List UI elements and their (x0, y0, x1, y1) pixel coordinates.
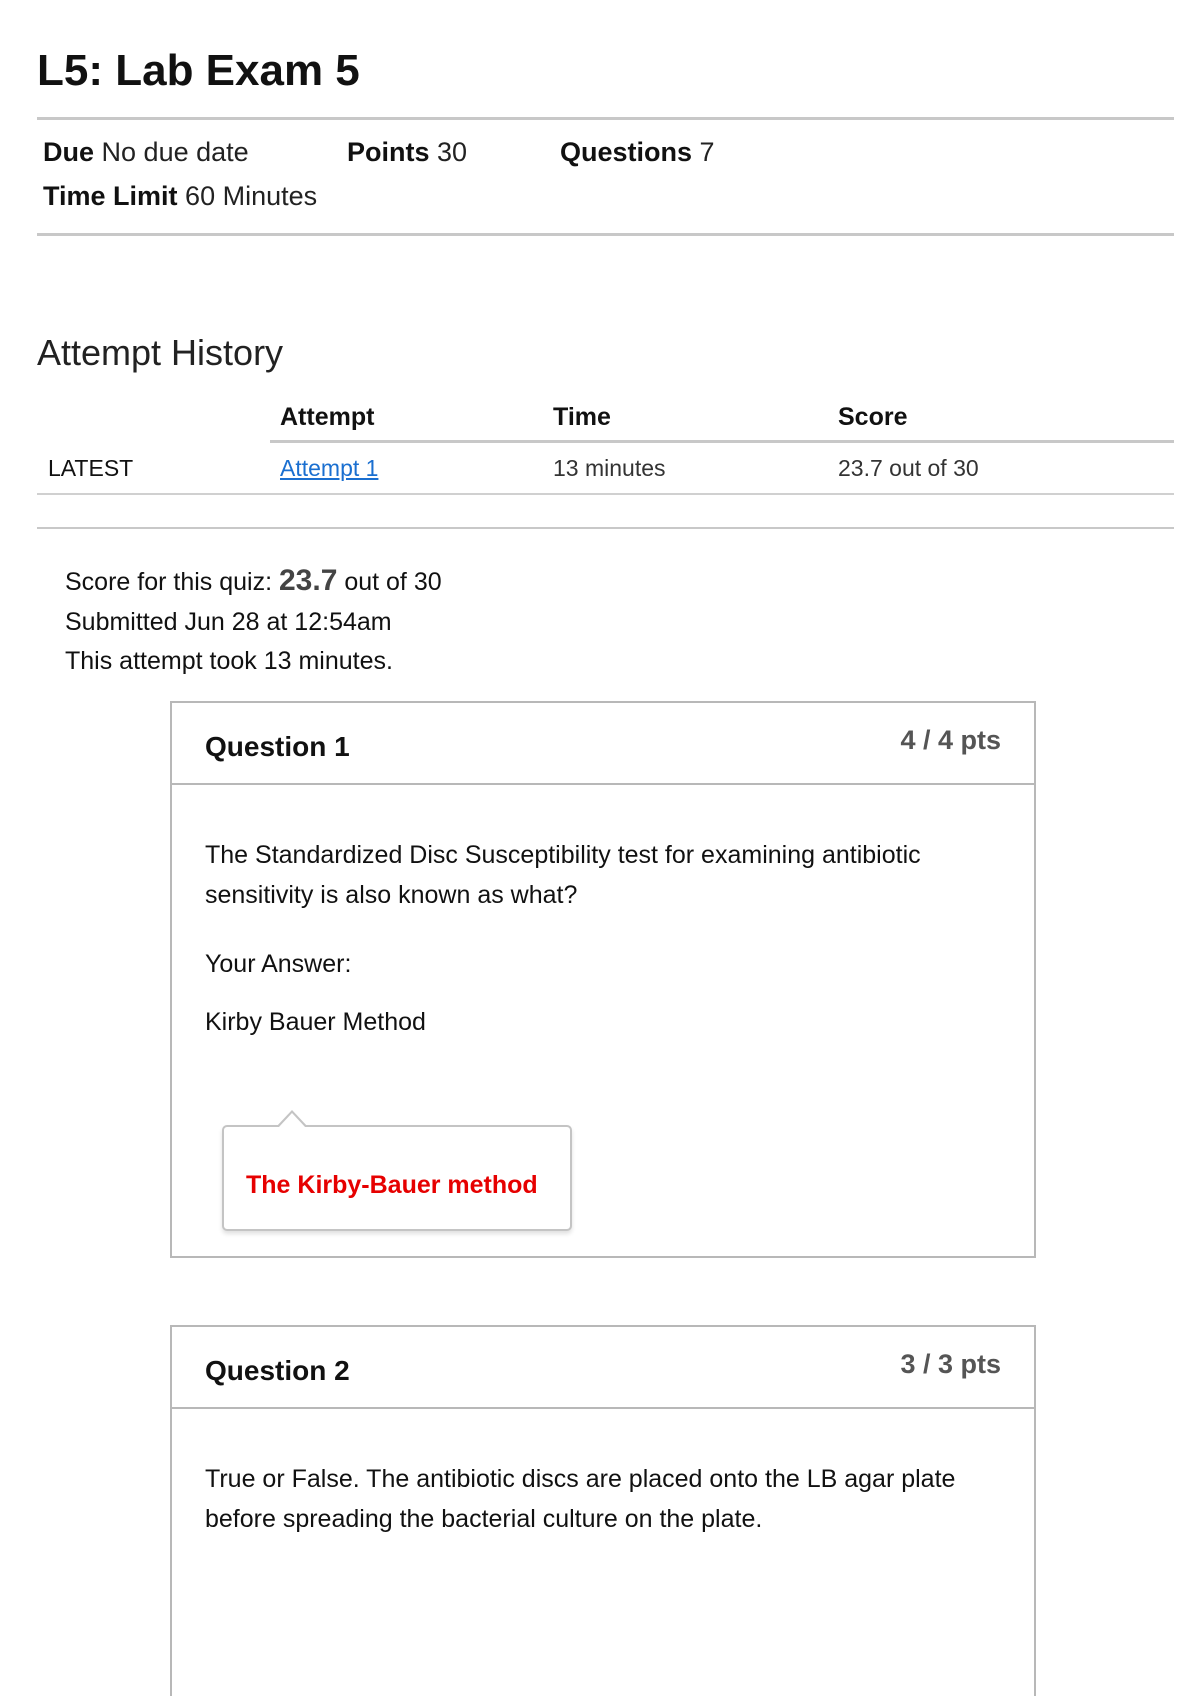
meta-divider (37, 233, 1174, 236)
time-limit-info (43, 181, 317, 212)
question-card-2 (170, 1325, 1036, 1696)
latest-badge: LATEST (48, 455, 134, 481)
points-value: 30 (437, 137, 468, 167)
score-value: 23.7 (278, 564, 338, 597)
answer-text: Kirby Bauer Method (205, 1008, 426, 1036)
score-prefix: Score for this quiz: (65, 568, 279, 596)
attempt-cell (280, 455, 378, 482)
question-title: Question 1 (205, 731, 350, 762)
attempt-duration: This attempt took 13 minutes. (65, 647, 393, 675)
attempt-1-link[interactable]: Attempt 1 (280, 455, 379, 481)
answer-comment-bubble (222, 1125, 572, 1231)
time-limit-value: 60 Minutes (185, 181, 318, 211)
score-suffix: out of 30 (337, 568, 442, 596)
column-header-score: Score (838, 403, 908, 431)
points-info (347, 137, 467, 168)
time-cell: 13 minutes (553, 455, 666, 481)
column-header-attempt: Attempt (280, 403, 375, 431)
history-row-divider (37, 493, 1174, 495)
attempt-history-title: Attempt History (37, 332, 284, 373)
question-header (172, 703, 1034, 785)
question-header (172, 1327, 1034, 1409)
column-header-time: Time (553, 403, 611, 431)
question-body (172, 1409, 1034, 1539)
question-points: 4 / 4 pts (900, 725, 1001, 755)
history-bottom-divider (37, 527, 1174, 529)
questions-info (560, 137, 715, 168)
question-text: The Standardized Disc Susceptibility test for examining antibiotic sensitivity is also known as what? (205, 841, 921, 909)
question-card-1 (170, 701, 1036, 1258)
due-label: Due (43, 137, 95, 167)
time-limit-label: Time Limit (43, 181, 178, 211)
points-label: Points (347, 137, 430, 167)
score-cell: 23.7 out of 30 (838, 455, 979, 481)
due-info (43, 137, 249, 168)
answer-label: Your Answer: (205, 950, 352, 978)
quiz-score (65, 564, 442, 598)
question-title: Question 2 (205, 1355, 350, 1386)
question-points: 3 / 3 pts (900, 1349, 1001, 1379)
question-text: True or False. The antibiotic discs are placed onto the LB agar plate before spreading the bacterial culture on the plate. (205, 1465, 956, 1533)
questions-value: 7 (699, 137, 715, 167)
question-body (172, 785, 1034, 1199)
questions-label: Questions (560, 137, 693, 167)
page-title: L5: Lab Exam 5 (37, 46, 360, 95)
title-divider (37, 117, 1174, 120)
submitted-time: Submitted Jun 28 at 12:54am (65, 608, 392, 636)
answer-comment-text: The Kirby-Bauer method (246, 1171, 538, 1199)
due-value: No due date (101, 137, 249, 167)
history-header-divider (270, 440, 1174, 443)
